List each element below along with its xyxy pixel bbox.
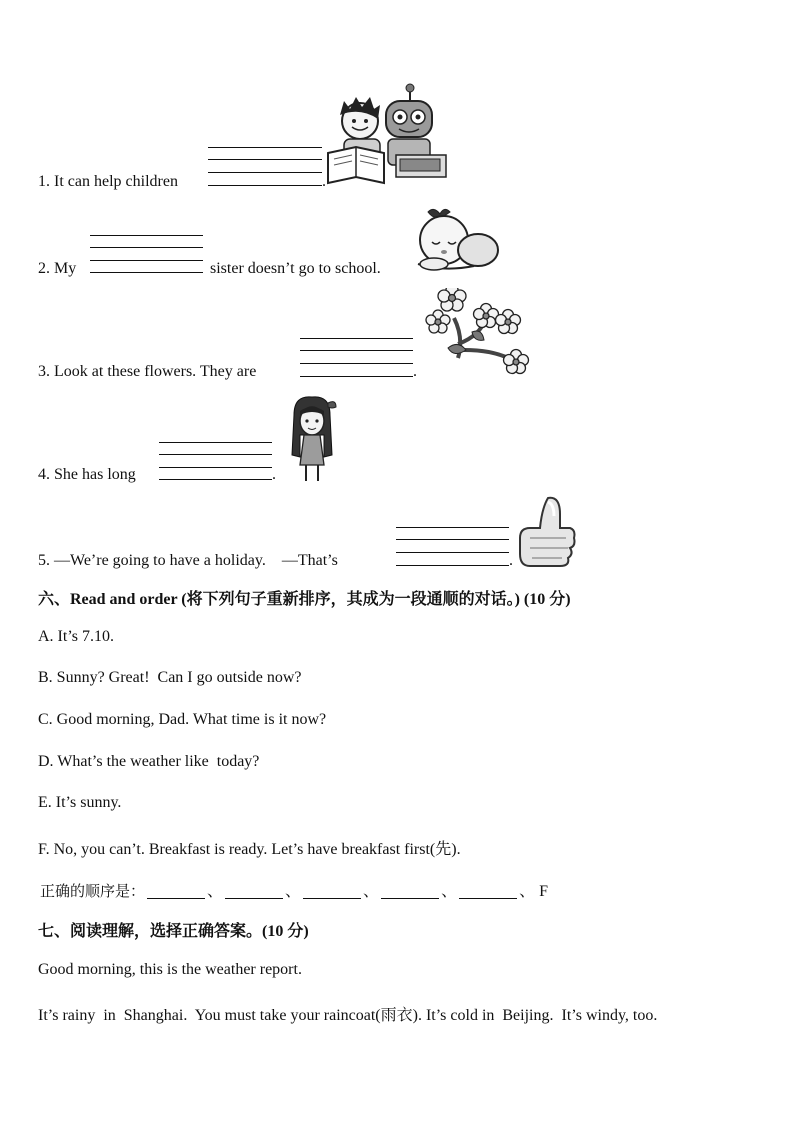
question-4-text: 4. She has long — [38, 466, 136, 483]
order-item-e: E. It’s sunny. — [38, 794, 122, 811]
question-2 — [38, 260, 76, 278]
question-3-end: . — [413, 363, 417, 380]
order-answer-separator: 、 — [519, 883, 536, 900]
question-5-text: 5. —We’re going to have a holiday. —That’s — [38, 552, 338, 569]
question-2-text: 2. My — [38, 260, 77, 277]
order-item-b: B. Sunny? Great! Can I go outside now? — [38, 669, 302, 686]
sleeping-baby-icon — [414, 204, 500, 274]
question-3 — [38, 363, 256, 381]
order-answer-separator: 、 — [363, 883, 380, 900]
order-answer-row — [40, 878, 548, 901]
order-answer-last: F — [539, 883, 548, 900]
order-answer-blank-1[interactable] — [147, 898, 205, 899]
question-1 — [38, 173, 178, 191]
question-2-end: sister doesn’t go to school. — [210, 260, 381, 277]
thumbs-up-icon — [516, 494, 578, 568]
order-item-d: D. What’s the weather like today? — [38, 753, 260, 770]
order-answer-separator: 、 — [207, 883, 224, 900]
order-answer-separator: 、 — [285, 883, 302, 900]
order-answer-separator: 、 — [441, 883, 458, 900]
section-6-heading: 六、Read and order (将下列句子重新排序，其成为一段通顺的对话。) (10 分) — [38, 591, 571, 608]
order-answer-label: 正确的顺序是： — [40, 882, 146, 900]
question-5 — [38, 552, 338, 570]
boy-and-robot-icon — [326, 83, 450, 189]
question-4 — [38, 466, 136, 484]
question-4-end: . — [272, 466, 276, 483]
long-hair-girl-icon — [284, 395, 340, 485]
reading-line-2: It’s rainy in Shanghai. You must take your raincoat(雨衣). It’s cold in Beijing. It’s windy, too. — [38, 1007, 658, 1024]
order-item-a: A. It’s 7.10. — [38, 628, 114, 645]
order-answer-blank-5[interactable] — [459, 898, 517, 899]
order-answer-blank-3[interactable] — [303, 898, 361, 899]
question-5-end: . — [509, 552, 513, 569]
question-1-end: . — [322, 173, 326, 190]
question-3-text: 3. Look at these flowers. They are — [38, 363, 257, 380]
section-7-heading: 七、阅读理解，选择正确答案。(10 分) — [38, 923, 309, 940]
order-answer-blank-4[interactable] — [381, 898, 439, 899]
order-item-c: C. Good morning, Dad. What time is it now? — [38, 711, 327, 728]
order-item-f: F. No, you can’t. Breakfast is ready. Let’s have breakfast first(先). — [38, 841, 461, 858]
question-1-text: 1. It can help children — [38, 173, 178, 190]
reading-line-1: Good morning, this is the weather report. — [38, 961, 302, 978]
flowers-icon — [424, 288, 532, 380]
order-answer-blank-2[interactable] — [225, 898, 283, 899]
